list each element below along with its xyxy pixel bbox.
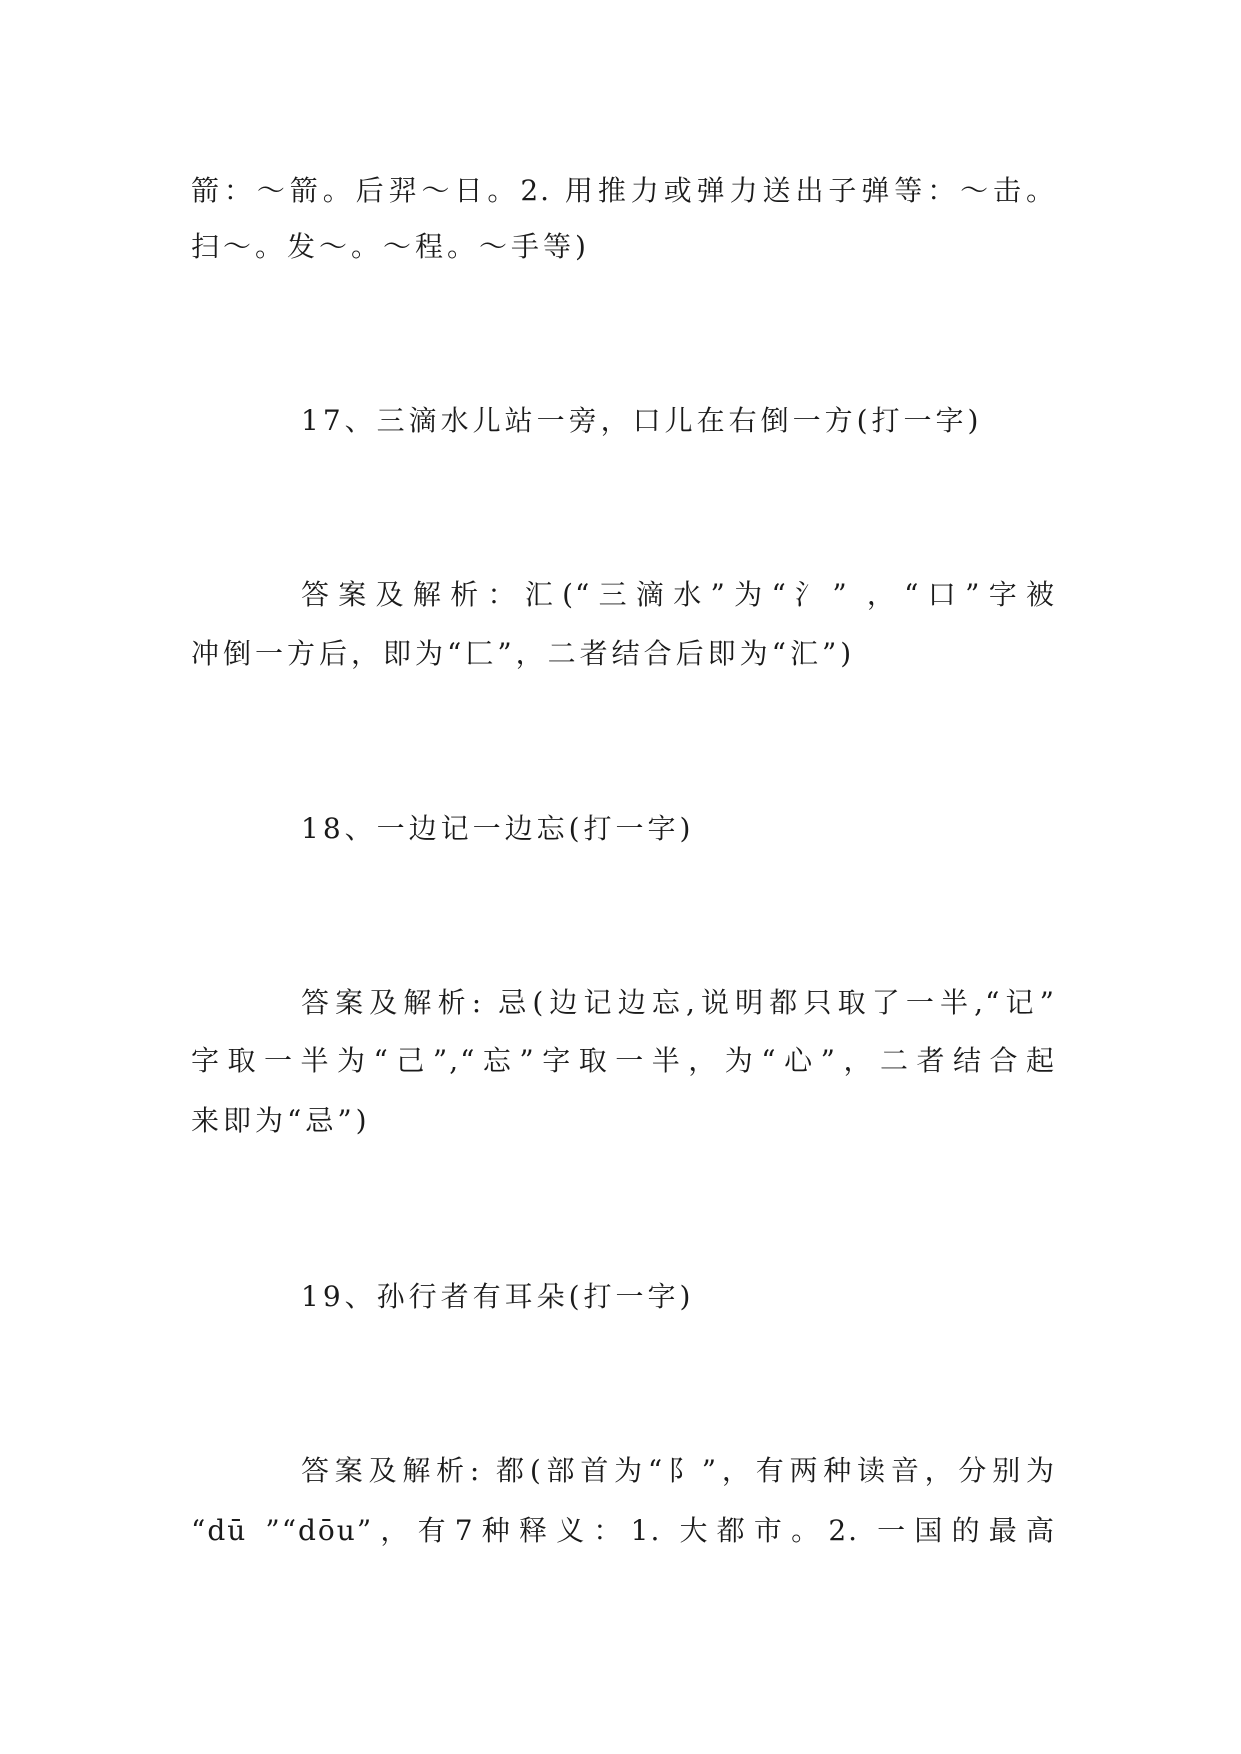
riddle-17: 17、三滴水儿站一旁，口儿在右倒一方(打一字) (301, 404, 983, 437)
continuation-line: 箭：～箭。后羿～日。2. 用推力或弹力送出子弹等：～击。 (191, 174, 1056, 207)
answer-18-line: 答案及解析: 忌(边记边忘,说明都只取了一半,“记” (301, 986, 1056, 1019)
answer-18-line: 来即为“忌”) (191, 1104, 371, 1137)
answer-18-line: 字取一半为“己”,“忘”字取一半，为“心”，二者结合起 (191, 1044, 1056, 1077)
answer-17-line: 答案及解析：汇(“三滴水”为“氵” ，“口”字被 (301, 578, 1056, 611)
answer-19-line: 答案及解析: 都(部首为“阝”，有两种读音，分别为 (301, 1454, 1056, 1487)
answer-19-line: “dū ”“dōu”，有7种释义：1. 大都市。2. 一国的最高 (191, 1514, 1056, 1547)
riddle-19: 19、孙行者有耳朵(打一字) (301, 1280, 695, 1313)
continuation-line: 扫～。发～。～程。～手等) (191, 230, 590, 263)
answer-17-line: 冲倒一方后，即为“匚”，二者结合后即为“汇”) (191, 637, 856, 670)
riddle-18: 18、一边记一边忘(打一字) (301, 812, 695, 845)
